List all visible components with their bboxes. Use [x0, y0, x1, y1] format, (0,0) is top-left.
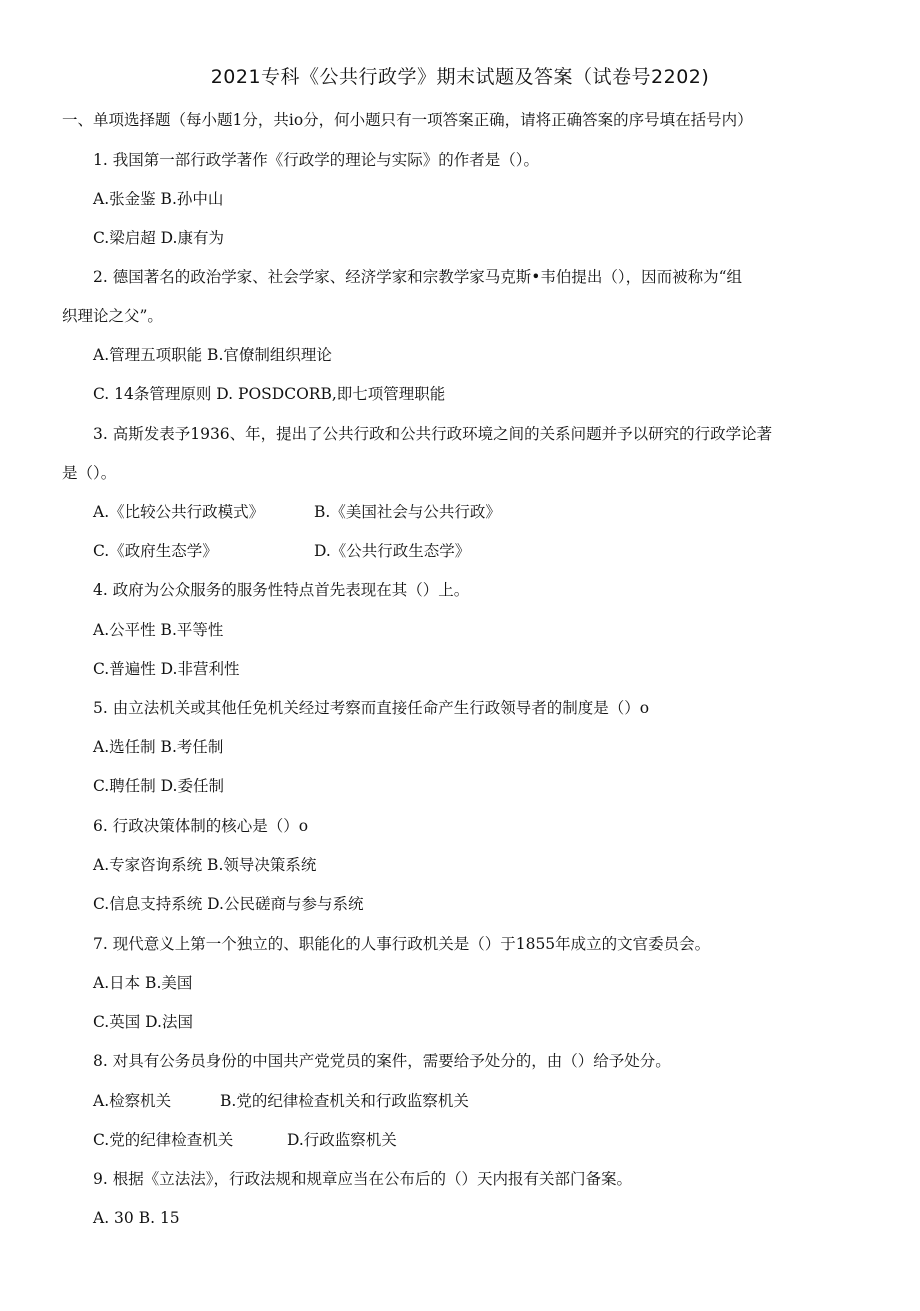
question-2-stem-cont: 织理论之父”。 [62, 307, 163, 325]
question-3-options-cd [93, 541, 471, 561]
question-9-options-ab: A. 30 B. 15 [93, 1209, 180, 1227]
question-8-stem: 8. 对具有公务员身份的中国共产党党员的案件，需要给予处分的，由（）给予处分。 [93, 1052, 671, 1070]
question-1-stem: 1. 我国第一部行政学著作《行政学的理论与实际》的作者是（）。 [93, 151, 539, 169]
question-3-stem: 3. 高斯发表予1936、年，提出了公共行政和公共行政环境之间的关系问题并予以研究的行政学论著 [93, 425, 773, 443]
question-1-options-ab: A.张金鉴 B.孙中山 [93, 190, 224, 208]
question-6-options-ab: A.专家咨询系统 B.领导决策系统 [93, 856, 317, 874]
question-6-options-cd: C.信息支持系统 D.公民磋商与参与系统 [93, 895, 364, 913]
document-title: 2021专科《公共行政学》期末试题及答案（试卷号2202) [210, 66, 710, 88]
question-3-options-ab [93, 502, 501, 522]
question-6-stem: 6. 行政决策体制的核心是（）o [93, 817, 309, 835]
question-7-options-cd: C.英国 D.法国 [93, 1013, 193, 1031]
question-8-option-d: D.行政监察机关 [287, 1131, 397, 1149]
question-5-options-cd: C.聘任制 D.委任制 [93, 777, 224, 795]
question-3-stem-cont: 是（）。 [62, 464, 117, 482]
question-3-option-b: B.《美国社会与公共行政》 [314, 503, 501, 521]
question-4-stem: 4. 政府为公众服务的服务性特点首先表现在其（）上。 [93, 581, 470, 599]
question-7-options-ab: A.日本 B.美国 [93, 974, 193, 992]
question-2-options-ab: A.管理五项职能 B.官僚制组织理论 [93, 346, 332, 364]
question-4-options-ab: A.公平性 B.平等性 [93, 621, 224, 639]
question-3-option-c: C.《政府生态学》 [93, 542, 218, 560]
question-3-option-d: D.《公共行政生态学》 [314, 542, 471, 560]
question-2-stem: 2. 德国著名的政治学家、社会学家、经济学家和宗教学家马克斯•韦伯提出（），因而被称为“组 [93, 268, 743, 286]
question-5-options-ab: A.选任制 B.考任制 [93, 738, 224, 756]
question-8-option-b: B.党的纪律检查机关和行政监察机关 [220, 1092, 469, 1110]
question-4-options-cd: C.普遍性 D.非营利性 [93, 660, 240, 678]
question-3-option-a: A.《比较公共行政模式》 [93, 503, 265, 521]
question-8-options-cd [93, 1130, 397, 1150]
question-5-stem: 5. 由立法机关或其他任免机关经过考察而直接任命产生行政领导者的制度是（）o [93, 699, 650, 717]
question-2-options-cd: C. 14条管理原则 D. POSDCORB,即七项管理职能 [93, 385, 446, 403]
question-9-stem: 9. 根据《立法法》，行政法规和规章应当在公布后的（）天内报有关部门备案。 [93, 1170, 632, 1188]
question-1-options-cd: C.梁启超 D.康有为 [93, 229, 224, 247]
question-7-stem: 7. 现代意义上第一个独立的、职能化的人事行政机关是（）于1855年成立的文官委员会。 [93, 935, 711, 953]
question-8-option-a: A.检察机关 [93, 1092, 172, 1110]
question-8-options-ab [93, 1091, 469, 1111]
section-heading: 一、单项选择题（每小题1分，共io分，何小题只有一项答案正确，请将正确答案的序号填在括号内） [62, 111, 753, 129]
question-8-option-c: C.党的纪律检查机关 [93, 1131, 234, 1149]
